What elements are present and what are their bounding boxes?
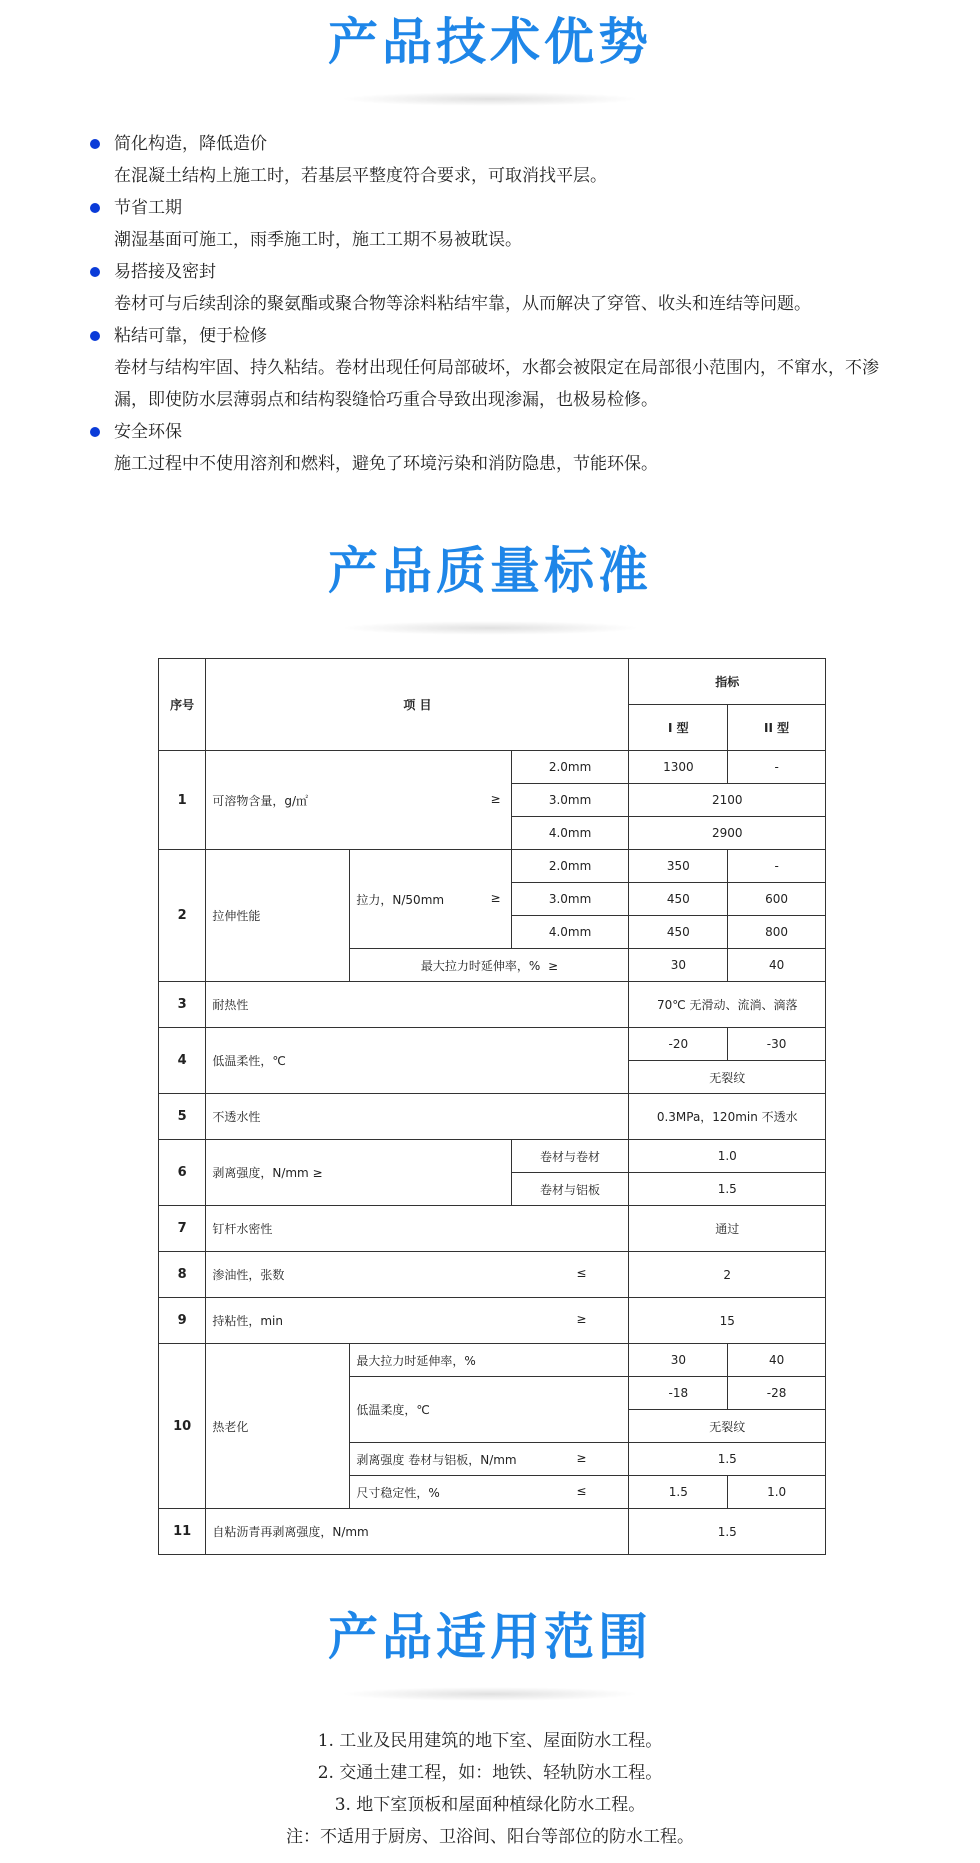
- sub-item: [350, 1443, 629, 1476]
- item-name: 耐热性: [206, 982, 629, 1028]
- scope-line: 3. 地下室顶板和屋面种植绿化防水工程。: [334, 1795, 646, 1815]
- advantage-item: [90, 256, 910, 320]
- bullet-dot-icon: [90, 331, 100, 341]
- advantage-desc: 施工过程中不使用溶剂和燃料，避免了环境污染和消防隐患，节能环保。: [114, 454, 658, 474]
- quality-table: [158, 658, 826, 1555]
- sub-item: 最大拉力时延伸率，%: [350, 1344, 629, 1377]
- value: 350: [629, 850, 728, 883]
- value: 450: [629, 916, 728, 949]
- value: 2100: [629, 784, 826, 817]
- row-number: 1: [159, 751, 206, 850]
- item-name: [206, 1298, 629, 1344]
- item-name: 不透水性: [206, 1094, 629, 1140]
- symbol: ≥: [576, 1312, 587, 1326]
- symbol: ≥: [576, 1450, 587, 1465]
- value: 0.3MPa，120min 不透水: [629, 1094, 826, 1140]
- item-text: 持粘性，min: [212, 1314, 283, 1328]
- sub-item: [350, 949, 629, 982]
- advantage-head: 粘结可靠，便于检修: [114, 326, 267, 346]
- value: 1.5: [629, 1476, 728, 1509]
- item-text: 可溶物含量，g/㎡: [212, 793, 309, 808]
- scope-line: 1. 工业及民用建筑的地下室、屋面防水工程。: [317, 1731, 663, 1751]
- sub-item: 卷材与卷材: [511, 1140, 629, 1173]
- row-number: 6: [159, 1140, 206, 1206]
- item-text: 最大拉力时延伸率，%: [420, 958, 541, 973]
- symbol: ≥: [547, 958, 558, 973]
- bullet-dot-icon: [90, 203, 100, 213]
- value: 600: [728, 883, 826, 916]
- item-name: 热老化: [206, 1344, 350, 1509]
- value: -: [728, 850, 826, 883]
- advantage-item: [90, 192, 910, 256]
- thickness: 2.0mm: [511, 850, 629, 883]
- bullet-dot-icon: [90, 427, 100, 437]
- advantage-head: 节省工期: [114, 198, 182, 218]
- value: -18: [629, 1377, 728, 1410]
- header-index: 指标: [629, 659, 826, 705]
- title-shadow: [340, 621, 640, 635]
- advantage-desc: 潮湿基面可施工，雨季施工时，施工工期不易被耽误。: [114, 230, 522, 250]
- value: 15: [629, 1298, 826, 1344]
- value: 1.5: [629, 1509, 826, 1555]
- symbol: ≥: [490, 890, 501, 905]
- advantage-head: 安全环保: [114, 422, 182, 442]
- advantage-item: [90, 320, 910, 416]
- thickness: 4.0mm: [511, 916, 629, 949]
- header-type2: II 型: [728, 705, 826, 751]
- advantages-title: 产品技术优势: [328, 13, 652, 71]
- value: 40: [728, 1344, 826, 1377]
- item-name: 自粘沥青再剥离强度，N/mm: [206, 1509, 629, 1555]
- symbol: ≤: [576, 1266, 587, 1280]
- value: -30: [728, 1028, 826, 1061]
- item-name: [206, 1252, 629, 1298]
- advantage-desc: 卷材与结构牢固、持久粘结。卷材出现任何局部破坏，水都会被限定在局部很小范围内，不窜水，不渗漏，即使防水层薄弱点和结构裂缝恰巧重合导致出现渗漏，也极易检修。: [114, 358, 879, 410]
- bullet-dot-icon: [90, 267, 100, 277]
- item-name: 剥离强度，N/mm ≥: [206, 1140, 511, 1206]
- item-text: 渗油性，张数: [212, 1268, 285, 1282]
- header-type1: I 型: [629, 705, 728, 751]
- row-number: 10: [159, 1344, 206, 1509]
- value: -20: [629, 1028, 728, 1061]
- row-number: 8: [159, 1252, 206, 1298]
- scope-list: [0, 1725, 980, 1853]
- thickness: 4.0mm: [511, 817, 629, 850]
- value: 1.0: [629, 1140, 826, 1173]
- value: -: [728, 751, 826, 784]
- row-number: 7: [159, 1206, 206, 1252]
- item-name: 拉伸性能: [206, 850, 350, 982]
- item-text: 剥离强度 卷材与铝板，N/mm: [356, 1452, 517, 1467]
- value: 70℃ 无滑动、流淌、滴落: [629, 982, 826, 1028]
- quality-table-wrap: [158, 658, 826, 1565]
- value: 1.0: [728, 1476, 826, 1509]
- scope-line: 2. 交通土建工程，如：地铁、轻轨防水工程。: [317, 1763, 663, 1783]
- symbol: ≥: [490, 791, 501, 806]
- value: 通过: [629, 1206, 826, 1252]
- advantages-list: [90, 128, 910, 480]
- title-shadow: [340, 1687, 640, 1701]
- advantage-head: 易搭接及密封: [114, 262, 216, 282]
- bullet-dot-icon: [90, 139, 100, 149]
- scope-note: 注：不适用于厨房、卫浴间、阳台等部位的防水工程。: [286, 1827, 694, 1847]
- row-number: 5: [159, 1094, 206, 1140]
- value: 2900: [629, 817, 826, 850]
- value: 800: [728, 916, 826, 949]
- item-name: 钉杆水密性: [206, 1206, 629, 1252]
- sub-item: [350, 850, 511, 949]
- value: 2: [629, 1252, 826, 1298]
- item-text: 尺寸稳定性，%: [356, 1485, 440, 1500]
- row-number: 9: [159, 1298, 206, 1344]
- header-item: 项 目: [206, 659, 629, 751]
- sub-item: [350, 1476, 629, 1509]
- row-number: 11: [159, 1509, 206, 1555]
- symbol: ≤: [576, 1483, 587, 1498]
- row-number: 2: [159, 850, 206, 982]
- value: 无裂纹: [629, 1410, 826, 1443]
- row-number: 3: [159, 982, 206, 1028]
- value: 40: [728, 949, 826, 982]
- advantage-desc: 卷材可与后续刮涂的聚氨酯或聚合物等涂料粘结牢靠，从而解决了穿管、收头和连结等问题。: [114, 294, 811, 314]
- advantage-item: [90, 128, 910, 192]
- header-seq: 序号: [159, 659, 206, 751]
- sub-item: 低温柔度，℃: [350, 1377, 629, 1443]
- value: 30: [629, 949, 728, 982]
- value: 1.5: [629, 1443, 826, 1476]
- advantage-desc: 在混凝土结构上施工时，若基层平整度符合要求，可取消找平层。: [114, 166, 607, 186]
- thickness: 2.0mm: [511, 751, 629, 784]
- value: 1.5: [629, 1173, 826, 1206]
- value: 450: [629, 883, 728, 916]
- thickness: 3.0mm: [511, 883, 629, 916]
- value: 30: [629, 1344, 728, 1377]
- value: 无裂纹: [629, 1061, 826, 1094]
- value: 1300: [629, 751, 728, 784]
- value: -28: [728, 1377, 826, 1410]
- row-number: 4: [159, 1028, 206, 1094]
- item-name: 低温柔性，℃: [206, 1028, 629, 1094]
- item-text: 拉力，N/50mm: [356, 892, 445, 907]
- thickness: 3.0mm: [511, 784, 629, 817]
- advantage-item: [90, 416, 910, 480]
- title-shadow: [340, 92, 640, 106]
- scope-title: 产品适用范围: [328, 1608, 652, 1666]
- item-name: [206, 751, 511, 850]
- quality-title: 产品质量标准: [328, 542, 652, 600]
- advantage-head: 简化构造，降低造价: [114, 134, 267, 154]
- sub-item: 卷材与铝板: [511, 1173, 629, 1206]
